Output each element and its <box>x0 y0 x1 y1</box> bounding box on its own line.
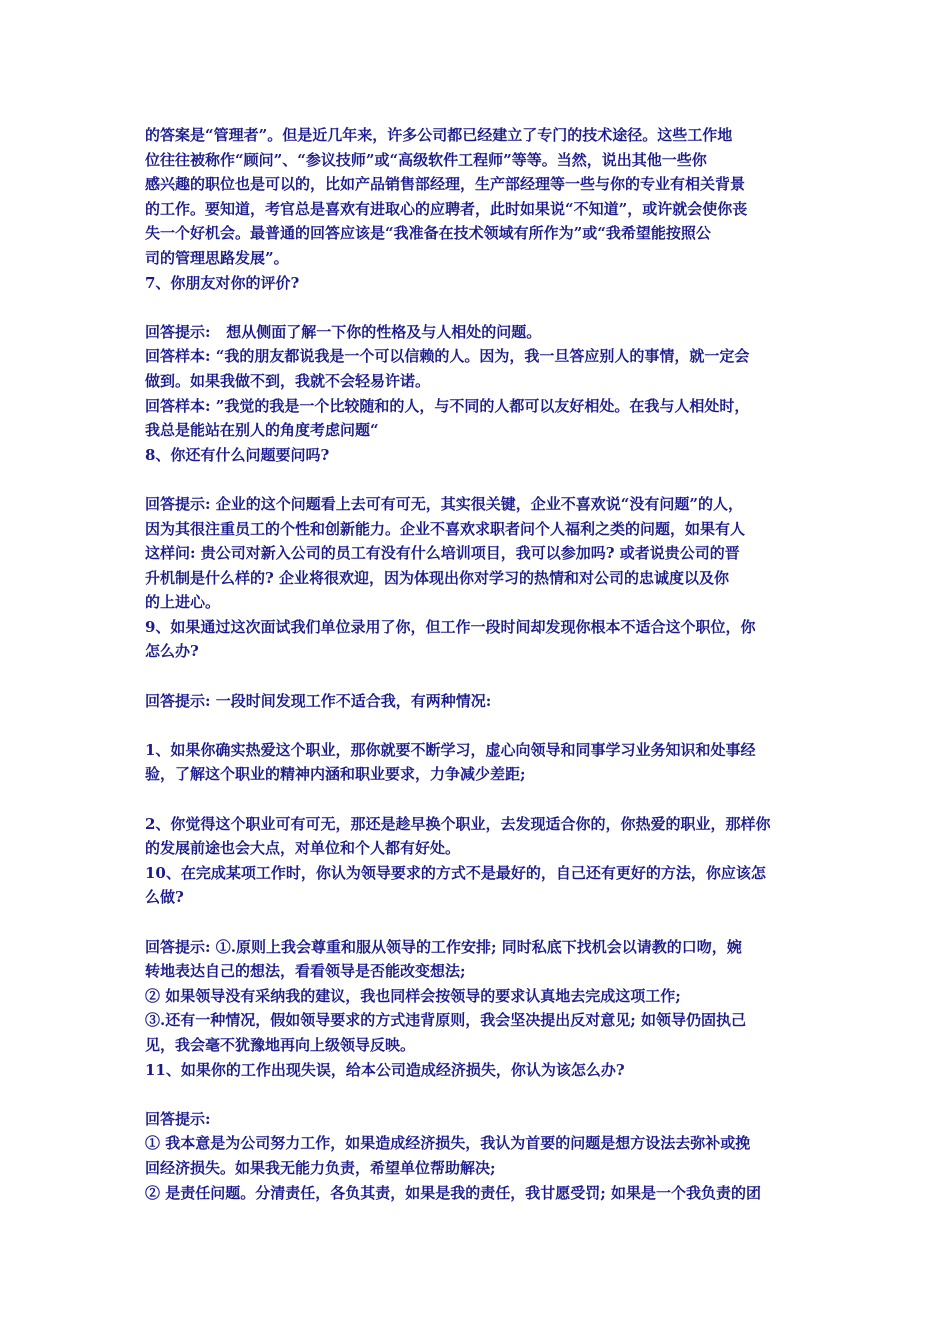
text-line: 回答提示: 企业的这个问题看上去可有可无，其实很关键，企业不喜欢说“没有问题”的人， <box>145 494 744 513</box>
blank-line <box>145 467 811 492</box>
text-line: ③.还有一种情况，假如领导要求的方式违背原则，我会坚决提出反对意见; 如领导仍固执己 <box>145 1011 746 1030</box>
text-line: 1、如果你确实热爱这个职业，那你就要不断学习，虚心向领导和同事学习业务知识和处事经 <box>145 740 756 759</box>
text-line: 这样问: 贵公司对新入公司的员工有没有什么培训项目，我可以参加吗? 或者说贵公司的晋 <box>145 544 740 563</box>
text-line: 8、你还有什么问题要问吗? <box>145 445 330 464</box>
document-body <box>145 123 811 1205</box>
text-line: 见，我会毫不犹豫地再向上级领导反映。 <box>145 1035 416 1054</box>
blank-line <box>145 295 811 320</box>
text-line: 回答提示: <box>145 1109 211 1128</box>
text-line: 么做? <box>145 888 184 907</box>
text-line: 回答提示: 一段时间发现工作不适合我，有两种情况: <box>145 691 492 710</box>
text-line: 升机制是什么样的? 企业将很欢迎，因为体现出你对学习的热情和对公司的忠诚度以及你 <box>145 568 730 587</box>
blank-line <box>145 1082 811 1107</box>
text-line: 失一个好机会。最普通的回答应该是“我准备在技术领域有所作为”或“我希望能按照公 <box>145 224 711 243</box>
text-line: 的上进心。 <box>145 593 221 612</box>
text-line: 回答样本: “我的朋友都说我是一个可以信赖的人。因为，我一旦答应别人的事情，就一定会 <box>145 347 750 366</box>
text-line: 回经济损失。如果我无能力负责，希望单位帮助解决; <box>145 1158 496 1177</box>
text-line: 回答提示: ①.原则上我会尊重和服从领导的工作安排; 同时私底下找机会以请教的口吻，婉 <box>145 937 742 956</box>
text-line: 我总是能站在别人的角度考虑问题“ <box>145 421 379 440</box>
text-line: 回答提示: 想从侧面了解一下你的性格及与人相处的问题。 <box>145 322 542 341</box>
blank-line <box>145 910 811 935</box>
text-line: 的工作。要知道，考官总是喜欢有进取心的应聘者，此时如果说“不知道”，或许就会使你丧 <box>145 199 748 218</box>
text-line: ② 是责任问题。分清责任，各负其责，如果是我的责任，我甘愿受罚; 如果是一个我负责的团 <box>145 1183 761 1202</box>
text-line: 9、如果通过这次面试我们单位录用了你，但工作一段时间却发现你根本不适合这个职位，你 <box>145 617 756 636</box>
text-line: 回答样本: ”我觉的我是一个比较随和的人，与不同的人都可以友好相处。在我与人相处时， <box>145 396 750 415</box>
text-line: ② 如果领导没有采纳我的建议，我也同样会按领导的要求认真地去完成这项工作; <box>145 986 681 1005</box>
text-line: 怎么办? <box>145 642 199 661</box>
text-line: 11、如果你的工作出现失误，给本公司造成经济损失，你认为该怎么办? <box>145 1060 625 1079</box>
blank-line <box>145 787 811 812</box>
text-line: ① 我本意是为公司努力工作，如果造成经济损失，我认为首要的问题是想方设法去弥补或挽 <box>145 1134 751 1153</box>
text-line: 做到。如果我做不到，我就不会轻易许诺。 <box>145 371 431 390</box>
blank-line <box>145 713 811 738</box>
text-line: 7、你朋友对你的评价? <box>145 273 300 292</box>
text-line: 的答案是“管理者”。但是近几年来，许多公司都已经建立了专门的技术途径。这些工作地 <box>145 126 733 144</box>
text-line: 因为其很注重员工的个性和创新能力。企业不喜欢求职者问个人福利之类的问题，如果有人 <box>145 519 746 538</box>
text-line: 司的管理思路发展”。 <box>145 248 289 267</box>
text-line: 验，了解这个职业的精神内涵和职业要求，力争减少差距; <box>145 765 526 784</box>
text-line: 转地表达自己的想法，看看领导是否能改变想法; <box>145 962 466 981</box>
text-line: 的发展前途也会大点，对单位和个人都有好处。 <box>145 839 461 858</box>
text-line: 2、你觉得这个职业可有可无，那还是趁早换个职业，去发现适合你的，你热爱的职业，那样你 <box>145 814 771 833</box>
text-line: 感兴趣的职位也是可以的，比如产品销售部经理，生产部经理等一些与你的专业有相关背景 <box>145 175 746 194</box>
text-line: 10、在完成某项工作时，你认为领导要求的方式不是最好的，自己还有更好的方法，你应该怎 <box>145 863 766 882</box>
text-line: 位往往被称作“顾问”、“参议技师”或“高级软件工程师”等等。当然，说出其他一些你 <box>145 150 707 169</box>
blank-line <box>145 664 811 689</box>
